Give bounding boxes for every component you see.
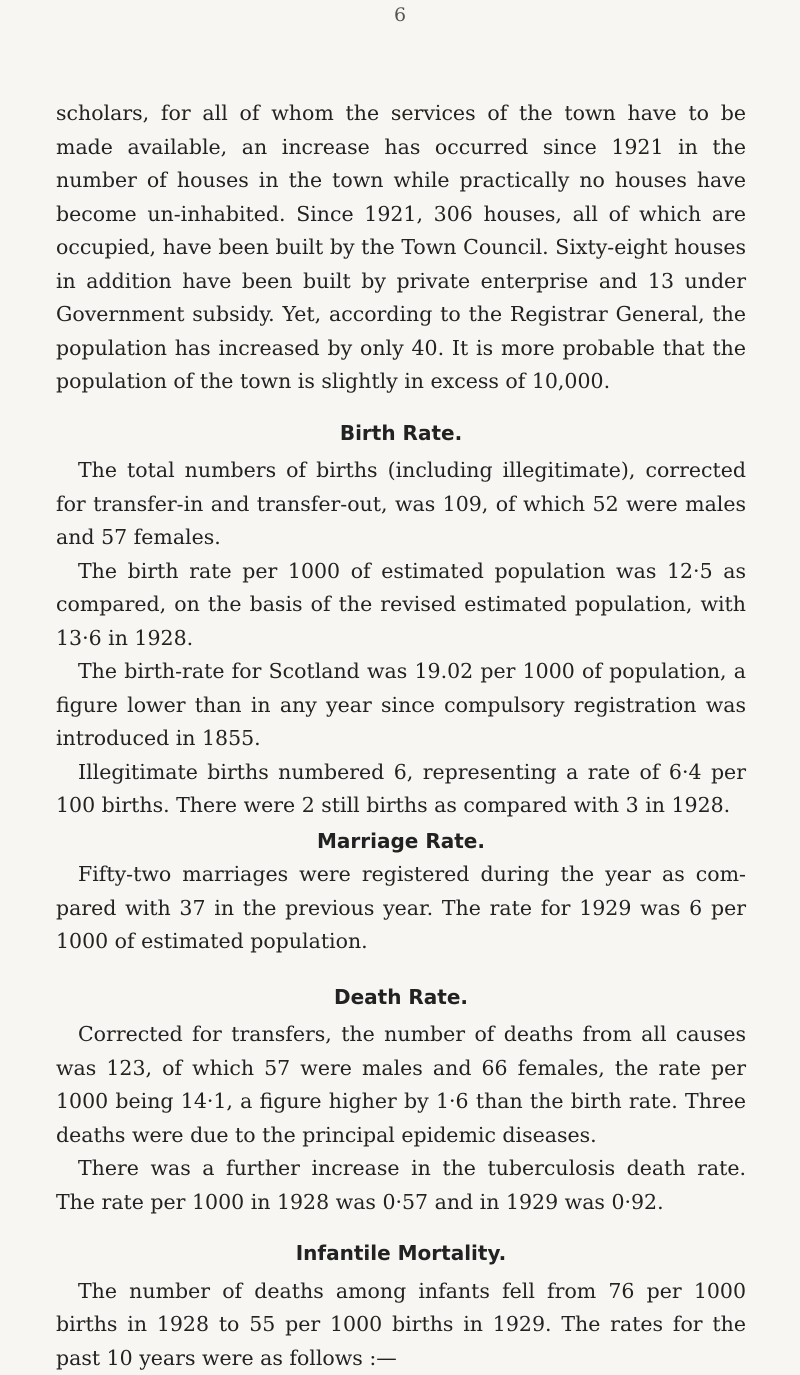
birth-rate-paragraph-2: The birth rate per 1000 of estimated population was 12·5 as compared, on the basis of the revised estimated population, with 13·6 in 1928. [56, 555, 746, 656]
death-rate-heading: Death Rate. [56, 981, 746, 1015]
birth-rate-paragraph-4: Illegitimate births numbered 6, representing a rate of 6·4 per 100 births. There were 2 still births as compared with 3 in 1928. [56, 756, 746, 823]
death-rate-paragraph-2: There was a further increase in the tuberculosis death rate. The rate per 1000 in 1928 was 0·57 and in 1929 was 0·92. [56, 1152, 746, 1219]
marriage-rate-heading: Marriage Rate. [56, 825, 746, 859]
page-number: 6 [0, 4, 800, 26]
intro-paragraph: scholars, for all of whom the services of the town have to be made available, an increase has occurred since 1921 in the number of houses in the town while practically no houses have become un-inhabited. Since 1921, 306 houses, all of which are occupied, have been built by the Town Council. Sixty-eight houses in addition have been built by private enterprise and 13 under Government subsidy. Yet, according to the Registrar General, the population has increased by only 40. It is more probable that the population of the town is slightly in excess of 10,000. [56, 97, 746, 399]
infantile-mortality-paragraph-1: The number of deaths among infants fell from 76 per 1000 births in 1928 to 55 per 1000 births in 1929. The rates for the past 10 years were as follows :— [56, 1275, 746, 1375]
marriage-rate-paragraph-1: Fifty-two marriages were registered during the year as com-pared with 37 in the previous year. The rate for 1929 was 6 per 1000 of estimated population. [56, 858, 746, 959]
birth-rate-heading: Birth Rate. [56, 417, 746, 451]
birth-rate-paragraph-3: The birth-rate for Scotland was 19.02 per 1000 of population, a figure lower than in any year since compulsory registration was introduced in 1855. [56, 655, 746, 756]
death-rate-paragraph-1: Corrected for transfers, the number of deaths from all causes was 123, of which 57 were males and 66 females, the rate per 1000 being 14·1, a figure higher by 1·6 than the birth rate. Three deaths were due to the principal epidemic diseases. [56, 1018, 746, 1152]
infantile-mortality-heading: Infantile Mortality. [56, 1237, 746, 1271]
birth-rate-paragraph-1: The total numbers of births (including illegitimate), corrected for transfer-in and transfer-out, was 109, of which 52 were males and 57 females. [56, 454, 746, 555]
document-body [56, 97, 746, 1375]
